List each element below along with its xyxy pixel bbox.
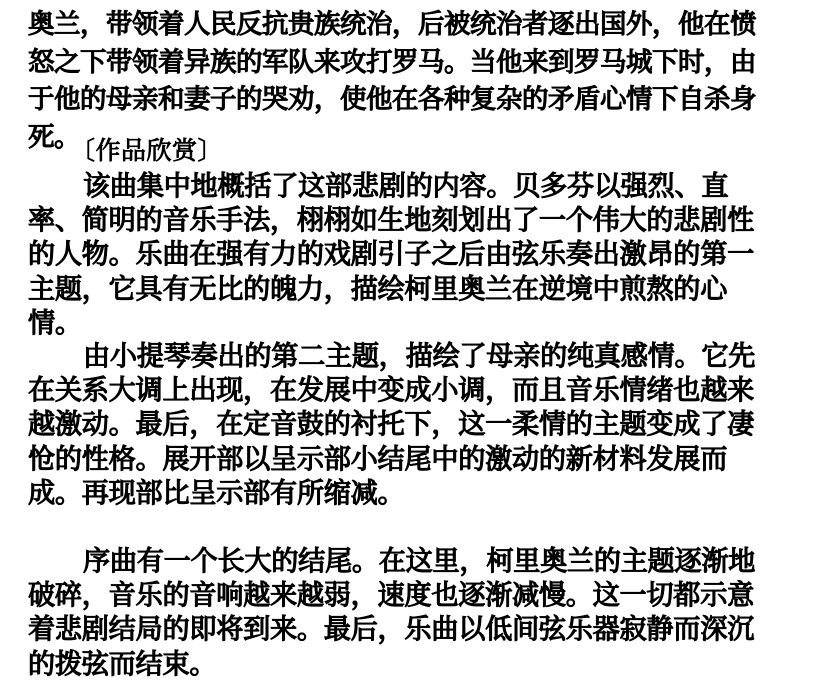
paragraph-summary: 该曲集中地概括了这部悲剧的内容。贝多芬以强烈、直率、简明的音乐手法，栩栩如生地刻划出了一个伟大的悲剧性的人物。乐曲在强有力的戏剧引子之后由弦乐奏出激昂的第一主题，它具有无比的魄力，描绘柯里奥兰在逆境中煎熬的心情。 [28, 171, 754, 339]
paragraph-second-theme: 由小提琴奏出的第二主题，描绘了母亲的纯真感情。它先在关系大调上出现，在发展中变成小调，而且音乐情绪也越来越激动。最后，在定音鼓的衬托下，这一柔情的主题变成了凄怆的性格。展开部以呈示部小结尾中的激动的新材料发展而成。再现部比呈示部有所缩减。 [28, 341, 756, 509]
intro-paragraph: 奥兰，带领着人民反抗贵族统治，后被统治者逐出国外，他在愤怒之下带领着异族的军队来攻打罗马。当他来到罗马城下时，由于他的母亲和妻子的哭劝，使他在各种复杂的矛盾心情下自杀身死。 [28, 9, 756, 153]
paragraph-coda: 序曲有一个长大的结尾。在这里，柯里奥兰的主题逐渐地破碎，音乐的音响越来越弱，速度也逐渐减慢。这一切都示意着悲剧结局的即将到来。最后，乐曲以低间弦乐器寂静而深沉的拨弦而结束。 [28, 546, 756, 680]
section-heading: 〔作品欣赏〕 [70, 136, 224, 165]
